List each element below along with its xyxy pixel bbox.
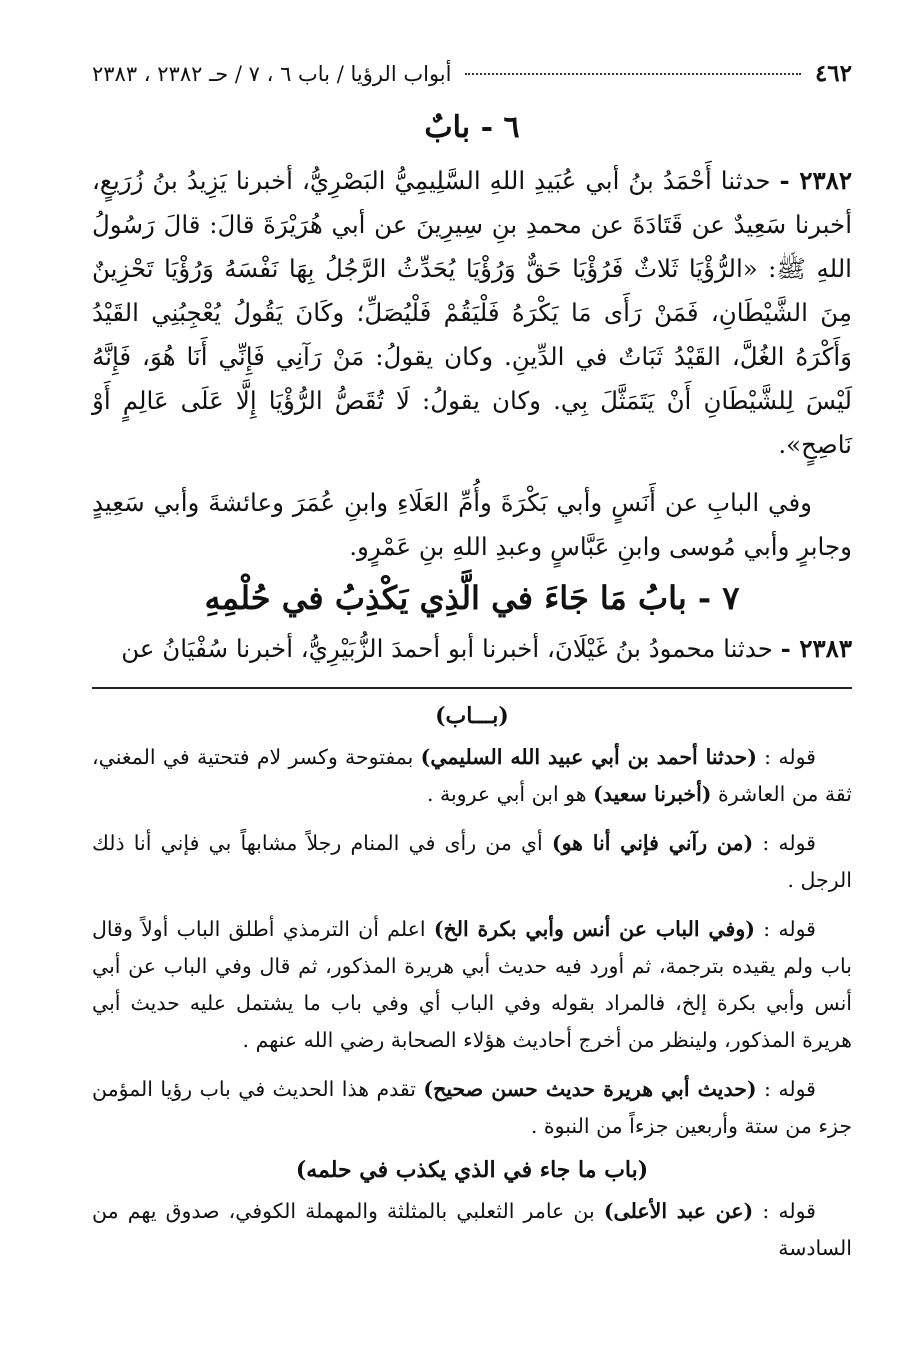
footnote-separator xyxy=(92,687,852,689)
page-number: ٤٦٢ xyxy=(814,60,852,87)
quoted-phrase: (عن عبد الأعلى) xyxy=(603,1199,754,1223)
note-text: هو ابن أبي عروبة . xyxy=(426,782,587,806)
quoted-phrase: (أخبرنا سعيد) xyxy=(593,782,712,806)
quoted-phrase: (حديث أبي هريرة حديث حسن صحيح) xyxy=(423,1077,757,1101)
hadith-2383 xyxy=(92,627,852,671)
qawluh-label: قوله : xyxy=(762,831,816,855)
commentary-note xyxy=(92,739,852,813)
hadith-text: حدثنا أَحْمَدُ بنُ أبي عُبَيدِ اللهِ السَّلِيمِيُّ البَصْرِيُّ، أخبرنا يَزِيدُ بنُ زُرَيعٍ، أخبرنا سَعِيدٌ عن قَتَادَةَ عن محمدِ بنِ سِيرِينَ عن أبي هُرَيْرَةَ قالَ: قالَ رَسُولُ اللهِ ﷺ: «الرُّؤْيَا ثَلاثٌ فَرُؤْيَا حَقٌّ وَرُؤْيَا يُحَدِّثُ الرَّجُلُ بِهَا نَفْسَهُ وَرُؤْيَا تَحْزِينٌ مِنَ الشَّيْطَانِ، فَمَنْ رَأَى مَا يَكْرَهُ فَلْيَقُمْ فَلْيُصَلِّ؛ وكَانَ يَقُولُ يُعْجِبُنِي القَيْدُ وَأَكْرَهُ الغُلَّ، القَيْدُ ثَبَاتٌ في الدِّينِ. وكان يقولُ: مَنْ رَآنِي فَإِنِّي أَنَا هُوَ، فَإِنَّهُ لَيْسَ لِلشَّيْطَانِ أَنْ يَتَمَثَّلَ بِي. وكان يقولُ: لَا تُقَصُّ الرُّؤْيَا إِلَّا عَلَى عَالِمٍ أَوْ نَاصِحٍ». xyxy=(92,166,852,459)
commentary-note xyxy=(92,1193,852,1267)
commentary-heading: (باب ما جاء في الذي يكذب في حلمه) xyxy=(295,1157,649,1183)
running-title: أبواب الرؤيا / باب ٦ ، ٧ / حـ ٢٣٨٢ ، ٢٣٨٣ xyxy=(92,62,452,86)
note-text: بن عامر الثعلبي بالمثلثة والمهملة الكوفي، صدوق يهم من السادسة xyxy=(92,1199,852,1260)
hadith-number: ٢٣٨٣ - xyxy=(780,634,852,663)
qawluh-label: قوله : xyxy=(764,1077,816,1101)
chapter-heading-6: ٦ - بابٌ xyxy=(424,110,520,145)
hadith-text: حدثنا محمودُ بنُ غَيْلَانَ، أخبرنا أبو أحمدَ الزُّبَيْرِيُّ، أخبرنا سُفْيَانُ عن xyxy=(121,634,773,663)
page-header xyxy=(92,60,852,100)
quoted-phrase: (من رآني فإني أنا هو) xyxy=(551,831,754,855)
commentary-note xyxy=(92,825,852,899)
hadith-number: ٢٣٨٢ - xyxy=(779,166,852,195)
note-text: بمفتوحة وكسر لام فتحتية في المغني، ثقة من العاشرة xyxy=(92,745,852,806)
dotted-leader xyxy=(465,73,800,75)
qawluh-label: قوله : xyxy=(764,745,816,769)
note-text: تقدم هذا الحديث في باب رؤيا المؤمن جزء من ستة وأربعين جزءاً من النبوة . xyxy=(92,1077,852,1138)
commentary-heading: (بـــاب) xyxy=(435,703,509,729)
commentary-note xyxy=(92,911,852,1059)
note-text: اعلم أن الترمذي أطلق الباب أولاً وقال باب ولم يقيده بترجمة، ثم أورد فيه حديث أبي هريرة المذكور، ثم قال وفي الباب عن أبي أنس وأبي بكرة إلخ، فالمراد بقوله وفي الباب أي وفي باب ما يشتمل عليه حديث أبي هريرة المذكور، ولينظر من أخرج أحاديث هؤلاء الصحابة رضي الله عنهم . xyxy=(92,917,852,1052)
quoted-phrase: (وفي الباب عن أنس وأبي بكرة الخ) xyxy=(433,917,755,941)
quoted-phrase: (حدثنا أحمد بن أبي عبيد الله السليمي) xyxy=(420,745,757,769)
hadith-2382 xyxy=(92,159,852,467)
commentary-note xyxy=(92,1071,852,1145)
note-text: أي من رأى في المنام رجلاً مشابهاً بي فإني أنا ذلك الرجل . xyxy=(92,831,852,892)
qawluh-label: قوله : xyxy=(763,917,816,941)
qawluh-label: قوله : xyxy=(762,1199,816,1223)
chapter-heading-7: ٧ - بابُ مَا جَاءَ في الَّذِي يَكْذِبُ في حُلْمِهِ xyxy=(204,579,740,617)
bab-note: وفي البابِ عن أَنَسٍ وأبي بَكْرَةَ وأُمِّ العَلَاءِ وابنِ عُمَرَ وعائشةَ وأبي سَعِيدٍ وجابرٍ وأبي مُوسى وابنِ عَبَّاسٍ وعبدِ اللهِ بنِ عَمْرٍو. xyxy=(92,488,852,561)
